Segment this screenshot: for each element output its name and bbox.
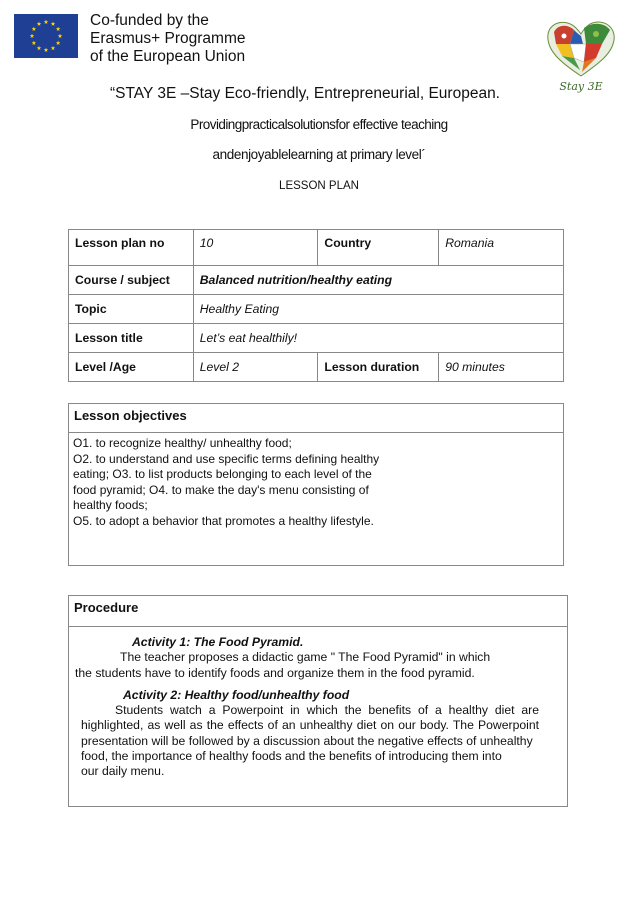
project-title: [0, 85, 638, 103]
lesson-plan-no-value: 10: [193, 230, 318, 266]
duration-value: 90 minutes: [439, 353, 564, 382]
title-line-1: STAY 3E –Stay Eco-friendly, Entrepreneurial, European.: [115, 85, 500, 102]
eu-line-2: Erasmus+ Programme: [90, 30, 246, 47]
lesson-info-table: [68, 229, 564, 382]
activity-2-paragraph: Students watch a Powerpoint in which the benefits of a healthy diet are highlighted, as well as the effects of an unhealthy diet on our body. The Powerpoint presentation will be followed by a discussion about the negative effects of unhealthy: [81, 703, 539, 748]
objectives-list: [69, 433, 417, 529]
objective-line: eating; O3. to list products belonging to each level of the: [73, 467, 372, 481]
course-value: Balanced nutrition/healthy eating: [193, 266, 563, 295]
lesson-title-label: Lesson title: [69, 324, 194, 353]
table-row: [69, 266, 564, 295]
lesson-objectives-box: [68, 403, 564, 566]
objectives-heading: Lesson objectives: [69, 404, 563, 433]
title-line-2: Providingpracticalsolutionsfor effective teaching: [190, 117, 448, 132]
eu-line-3: of the European Union: [90, 48, 246, 65]
country-value: Romania: [439, 230, 564, 266]
country-label: Country: [318, 230, 439, 266]
lesson-title-value: Let’s eat healthily!: [193, 324, 563, 353]
course-label: Course / subject: [69, 266, 194, 295]
activity-2-title: Activity 2: Healthy food/unhealthy food: [123, 687, 350, 702]
table-row: [69, 353, 564, 382]
table-row: [69, 295, 564, 324]
procedure-heading: Procedure: [69, 596, 567, 627]
activity-1-line-2: the students have to identify foods and organize them in the food pyramid.: [75, 665, 475, 680]
eu-flag-logo: [14, 14, 78, 58]
level-label: Level /Age: [69, 353, 194, 382]
activity-2-line-end: our daily menu.: [81, 764, 165, 779]
eu-line-1: Co-funded by the: [90, 12, 209, 29]
eu-funding-text: [90, 12, 290, 66]
lesson-plan-no-label: Lesson plan no: [69, 230, 194, 266]
topic-label: Topic: [69, 295, 194, 324]
objective-line: food pyramid; O4. to make the day's menu consisting of: [73, 482, 369, 497]
activity-1-line-1: The teacher proposes a didactic game " The Food Pyramid" in which: [120, 650, 491, 665]
table-row: [69, 230, 564, 266]
objective-line: O2. to understand and use specific terms defining healthy: [73, 451, 380, 466]
table-row: [69, 324, 564, 353]
topic-value: Healthy Eating: [193, 295, 563, 324]
activity-1-title: Activity 1: The Food Pyramid.: [132, 635, 304, 649]
procedure-box: [68, 595, 568, 807]
stay-3e-heart-logo: [540, 14, 622, 94]
objective-line: healthy foods;: [73, 498, 148, 512]
title-line-3: andenjoyablelearning at primary level´: [212, 147, 426, 162]
level-value: Level 2: [193, 353, 318, 382]
objective-line: O5. to adopt a behavior that promotes a healthy lifestyle.: [73, 513, 374, 528]
activity-2-line-last: food, the importance of healthy foods and the benefits of introducing them into: [81, 749, 502, 764]
logo-text: Stay 3E: [559, 80, 603, 93]
duration-label: Lesson duration: [318, 353, 439, 382]
lesson-plan-heading: LESSON PLAN: [279, 180, 359, 192]
objective-line: O1. to recognize healthy/ unhealthy food;: [73, 436, 292, 450]
procedure-body: [69, 627, 567, 780]
title-quote: “: [109, 85, 116, 102]
